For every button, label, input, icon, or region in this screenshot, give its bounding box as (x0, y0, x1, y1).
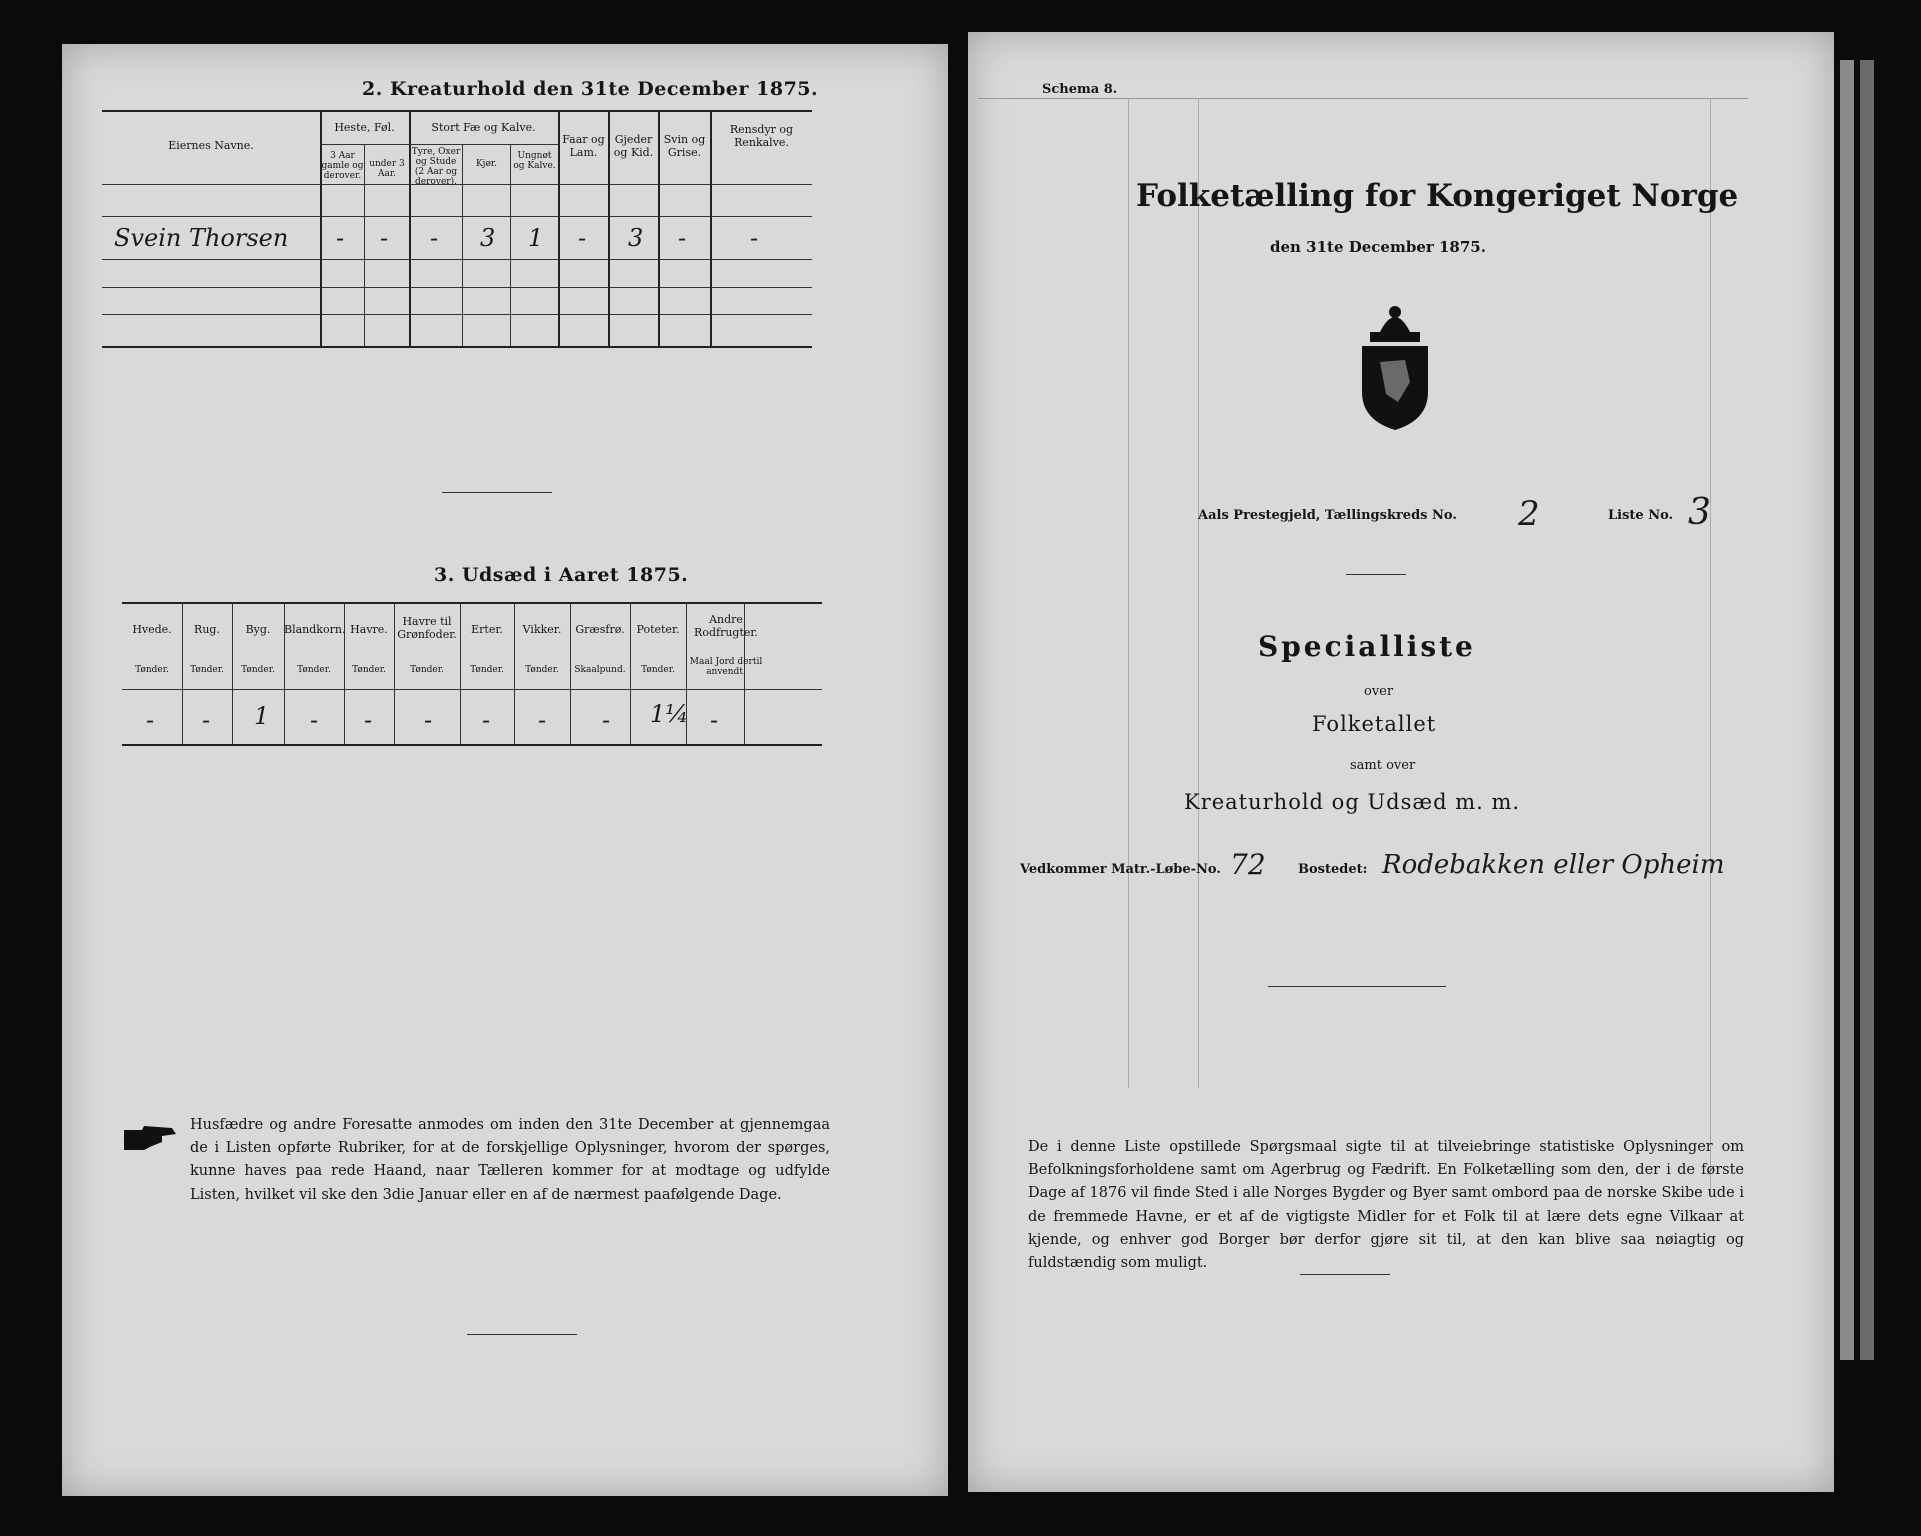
col-unit: Tønder. (525, 665, 559, 675)
kjoer-header: Kjør. (475, 159, 498, 169)
schema-label: Schema 8. (1042, 82, 1118, 97)
table-rule (102, 287, 812, 288)
page-edge (1860, 60, 1874, 1360)
stortfae-header: Stort Fæ og Kalve. (431, 121, 536, 134)
col-header: Havre. (350, 623, 388, 636)
separator-rule (1346, 574, 1406, 575)
rensdyr-header: Rensdyr og Renkalve. (729, 123, 794, 149)
cell-value: - (482, 706, 491, 734)
over-label: over (1364, 684, 1394, 699)
cell-value: - (710, 706, 719, 734)
specialliste-heading: Specialliste (1258, 630, 1476, 663)
separator-rule (1268, 986, 1446, 987)
matr-label: Vedkommer Matr.-Løbe-No. (1020, 862, 1221, 877)
ghost-rule (1710, 98, 1711, 1198)
separator-rule (467, 1334, 577, 1335)
liste-number: 3 (1688, 492, 1711, 533)
bosted-value: Rodebakken eller Opheim (1382, 850, 1725, 880)
cell-value: - (538, 706, 547, 734)
column-rule (462, 144, 463, 346)
col-header: Andre Rodfrugter. (694, 613, 758, 639)
heste-old-header: 3 Aar gamle og derover. (321, 151, 364, 181)
coat-of-arms-icon (1350, 302, 1440, 436)
gjeder-header: Gjeder og Kid. (613, 133, 654, 159)
cell-value: - (202, 706, 211, 734)
column-rule (409, 110, 411, 346)
liste-label: Liste No. (1608, 508, 1674, 523)
ghost-rule (1198, 98, 1199, 1088)
ghost-rule (978, 98, 1748, 99)
owner-name: Svein Thorsen (114, 224, 289, 252)
folketallet-heading: Folketallet (1312, 712, 1437, 736)
owner-col-header: Eiernes Navne. (168, 139, 254, 152)
section2-title: 2. Kreaturhold den 31te December 1875. (362, 78, 819, 100)
table-rule (320, 144, 558, 145)
cell-value: 1¼ (650, 700, 689, 728)
col-header: Hvede. (132, 623, 172, 636)
col-unit: Tønder. (297, 665, 331, 675)
separator-rule (1300, 1274, 1390, 1275)
separator-rule (442, 492, 552, 493)
page-edge (1840, 60, 1854, 1360)
purpose-note: De i denne Liste opstillede Spørgsmaal sigte til at tilveiebringe statistiske Oplysninger om Befolkningsforholdene samt om Agerbrug og Fædrift. En Folketælling som den, der i de første Dage af 1876 vil finde Sted i alle Norges Bygder og Byer samt ombord paa de norske Skibe ude i de fremmede Havne, er et af de vigtigste Midler for et Folk til at lære dets egne Vilkaar at kjende, og enhver god Borger bør derfor gjøre sit til, at den kan blive saa nøiagtig og fuldstændig som muligt. (1028, 1139, 1744, 1271)
cell-value: - (424, 706, 433, 734)
cell-value: - (578, 224, 587, 252)
col-unit: Tønder. (641, 665, 675, 675)
col-unit: Tønder. (410, 665, 444, 675)
kreaturhold-heading: Kreaturhold og Udsæd m. m. (1184, 790, 1521, 814)
samt-over-label: samt over (1350, 758, 1416, 773)
ungnot-header: Ungnøt og Kalve. (513, 151, 556, 171)
col-unit: Tønder. (135, 665, 169, 675)
cell-value: 1 (254, 702, 270, 730)
cell-value: - (364, 706, 373, 734)
column-rule (320, 110, 322, 346)
col-header: Græsfrø. (575, 623, 625, 636)
heste-young-header: under 3 Aar. (369, 159, 405, 179)
table-rule (102, 314, 812, 315)
prestegjeld-label: Aals Prestegjeld, Tællingskreds No. (1198, 508, 1457, 523)
col-header: Blandkorn. (284, 623, 346, 636)
col-header: Byg. (245, 623, 271, 636)
cell-value: - (678, 224, 687, 252)
form-subtitle: den 31te December 1875. (1270, 238, 1486, 256)
table-rule (102, 346, 812, 348)
cell-value: 3 (480, 224, 496, 252)
pointing-hand-icon (122, 1124, 178, 1158)
table-rule (122, 744, 822, 746)
tyre-header: Tyre, Oxer og Stude (2 Aar og derover). (411, 147, 461, 187)
table-rule (122, 602, 822, 604)
col-header: Poteter. (636, 623, 680, 636)
col-header: Vikker. (522, 623, 562, 636)
column-rule (510, 144, 511, 346)
col-unit: Tønder. (241, 665, 275, 675)
table-rule (102, 216, 812, 217)
cell-value: 3 (628, 224, 644, 252)
col-header: Rug. (194, 623, 220, 636)
matr-number: 72 (1230, 848, 1266, 881)
col-header: Erter. (471, 623, 503, 636)
col-unit: Tønder. (190, 665, 224, 675)
col-unit: Skaalpund. (574, 665, 626, 675)
left-page (62, 44, 948, 1496)
cell-value: - (380, 224, 389, 252)
table-rule (122, 689, 822, 690)
cell-value: - (430, 224, 439, 252)
cell-value: - (602, 706, 611, 734)
ghost-rule (1128, 98, 1129, 1088)
cell-value: - (310, 706, 319, 734)
col-unit: Tønder. (470, 665, 504, 675)
faar-header: Faar og Lam. (562, 133, 605, 159)
col-unit: Tønder. (352, 665, 386, 675)
svin-header: Svin og Grise. (663, 133, 706, 159)
kreds-number: 2 (1518, 494, 1540, 534)
col-unit: Maal Jord dertil anvendt. (689, 657, 763, 677)
right-page (968, 32, 1834, 1492)
col-header: Havre til Grønfoder. (397, 615, 457, 641)
cell-value: - (336, 224, 345, 252)
cell-value: 1 (528, 224, 544, 252)
instruction-note: Husfædre og andre Foresatte anmodes om inden den 31te December at gjennemgaa de i Listen opførte Rubriker, for at de forskjellige Oplysninger, hvorom der spørges, kunne haves paa rede Haand, naar Tælleren kommer for at modtage og udfylde Listen, hvilket vil ske den 3die Januar eller en af de nærmest paafølgende Dage. (190, 1117, 830, 1203)
bosted-label: Bostedet: (1298, 862, 1368, 877)
section3-title: 3. Udsæd i Aaret 1875. (434, 564, 689, 586)
table-rule (102, 110, 812, 112)
cell-value: - (750, 224, 759, 252)
cell-value: - (146, 706, 155, 734)
heste-header: Heste, Føl. (334, 121, 395, 134)
form-title: Folketælling for Kongeriget Norge (1136, 178, 1739, 214)
table-rule (102, 259, 812, 260)
